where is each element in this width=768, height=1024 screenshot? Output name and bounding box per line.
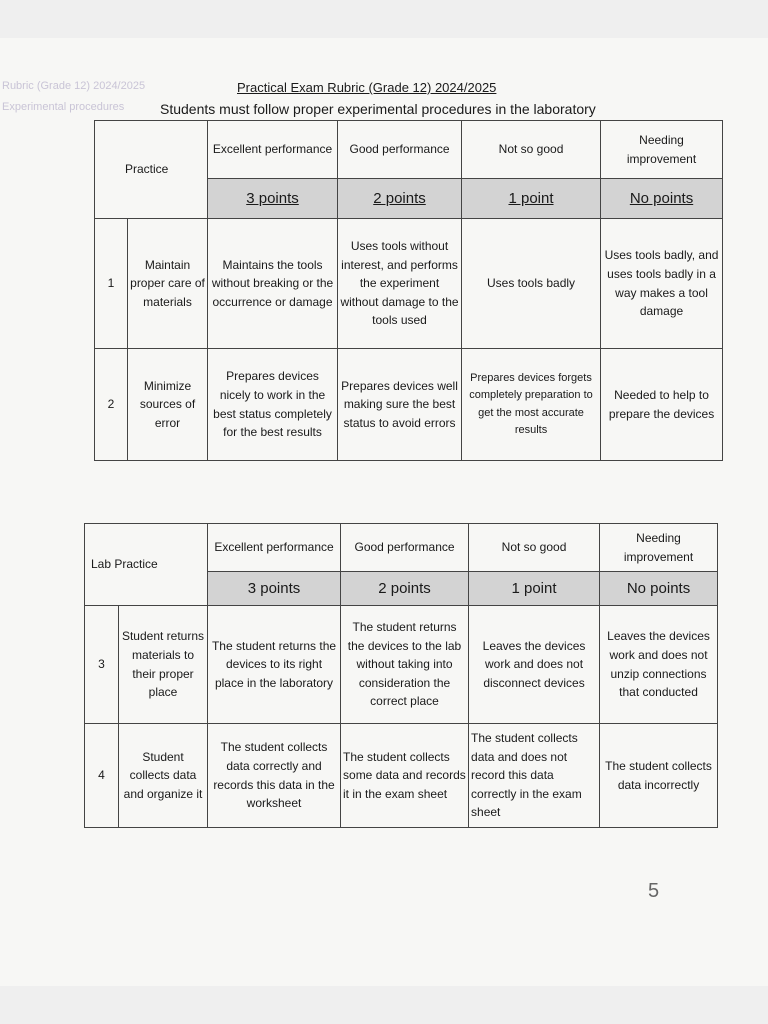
bleed-through-text: Rubric (Grade 12) 2024/2025 — [2, 80, 146, 92]
header-cell: Not so good — [469, 524, 600, 572]
rubric-cell: Maintains the tools without breaking or the occurrence or damage — [208, 219, 338, 349]
table-row — [85, 724, 718, 828]
bleed-through-text: Experimental procedures — [2, 101, 125, 113]
row-number: 4 — [85, 724, 119, 828]
header-cell: Not so good — [462, 121, 601, 179]
rubric-cell: The student collects some data and records it in the exam sheet — [341, 724, 469, 828]
rubric-cell: The student returns the devices to the lab without taking into consideration the correct place — [341, 606, 469, 724]
table-row — [85, 606, 718, 724]
header-cell: Excellent performance — [208, 524, 341, 572]
table-row — [95, 219, 723, 349]
points-cell: 1 point — [462, 179, 601, 219]
rubric-table-lab-practice — [84, 523, 718, 828]
rubric-cell: Leaves the devices work and does not unzip connections that conducted — [600, 606, 718, 724]
points-cell: 1 point — [469, 572, 600, 606]
rubric-cell: The student returns the devices to its right place in the laboratory — [208, 606, 341, 724]
points-cell: No points — [601, 179, 723, 219]
rubric-cell: The student collects data correctly and records this data in the worksheet — [208, 724, 341, 828]
table-label: Lab Practice — [85, 524, 208, 606]
points-cell: 3 points — [208, 179, 338, 219]
page-number: 5 — [648, 880, 660, 902]
row-number: 2 — [95, 349, 128, 461]
rubric-cell: Prepares devices well making sure the best status to avoid errors — [338, 349, 462, 461]
row-number: 1 — [95, 219, 128, 349]
rubric-cell: Leaves the devices work and does not disconnect devices — [469, 606, 600, 724]
header-cell: Needing improvement — [600, 524, 718, 572]
rubric-cell: Uses tools badly, and uses tools badly in a way makes a tool damage — [601, 219, 723, 349]
points-cell: 3 points — [208, 572, 341, 606]
header-cell: Good performance — [338, 121, 462, 179]
points-cell: 2 points — [338, 179, 462, 219]
rubric-cell: Prepares devices forgets completely preparation to get the most accurate results — [462, 349, 601, 461]
rubric-table-practice — [94, 120, 723, 461]
rubric-cell: Uses tools badly — [462, 219, 601, 349]
table-label: Practice — [95, 121, 208, 219]
header-cell: Excellent performance — [208, 121, 338, 179]
criterion-cell: Student collects data and organize it — [119, 724, 208, 828]
table-header-row — [85, 524, 718, 572]
rubric-cell: The student collects data incorrectly — [600, 724, 718, 828]
points-cell: 2 points — [341, 572, 469, 606]
criterion-cell: Minimize sources of error — [128, 349, 208, 461]
document-subtitle: Students must follow proper experimental procedures in the laboratory — [160, 101, 596, 117]
table-header-row — [95, 121, 723, 179]
document-title: Practical Exam Rubric (Grade 12) 2024/2025 — [237, 80, 497, 95]
rubric-cell: Needed to help to prepare the devices — [601, 349, 723, 461]
criterion-cell: Maintain proper care of materials — [128, 219, 208, 349]
rubric-cell: Uses tools without interest, and performs the experiment without damage to the tools used — [338, 219, 462, 349]
header-cell: Needing improvement — [601, 121, 723, 179]
table-row — [95, 349, 723, 461]
header-cell: Good performance — [341, 524, 469, 572]
criterion-cell: Student returns materials to their proper place — [119, 606, 208, 724]
rubric-cell: Prepares devices nicely to work in the best status completely for the best results — [208, 349, 338, 461]
points-cell: No points — [600, 572, 718, 606]
row-number: 3 — [85, 606, 119, 724]
rubric-cell: The student collects data and does not record this data correctly in the exam sheet — [469, 724, 600, 828]
